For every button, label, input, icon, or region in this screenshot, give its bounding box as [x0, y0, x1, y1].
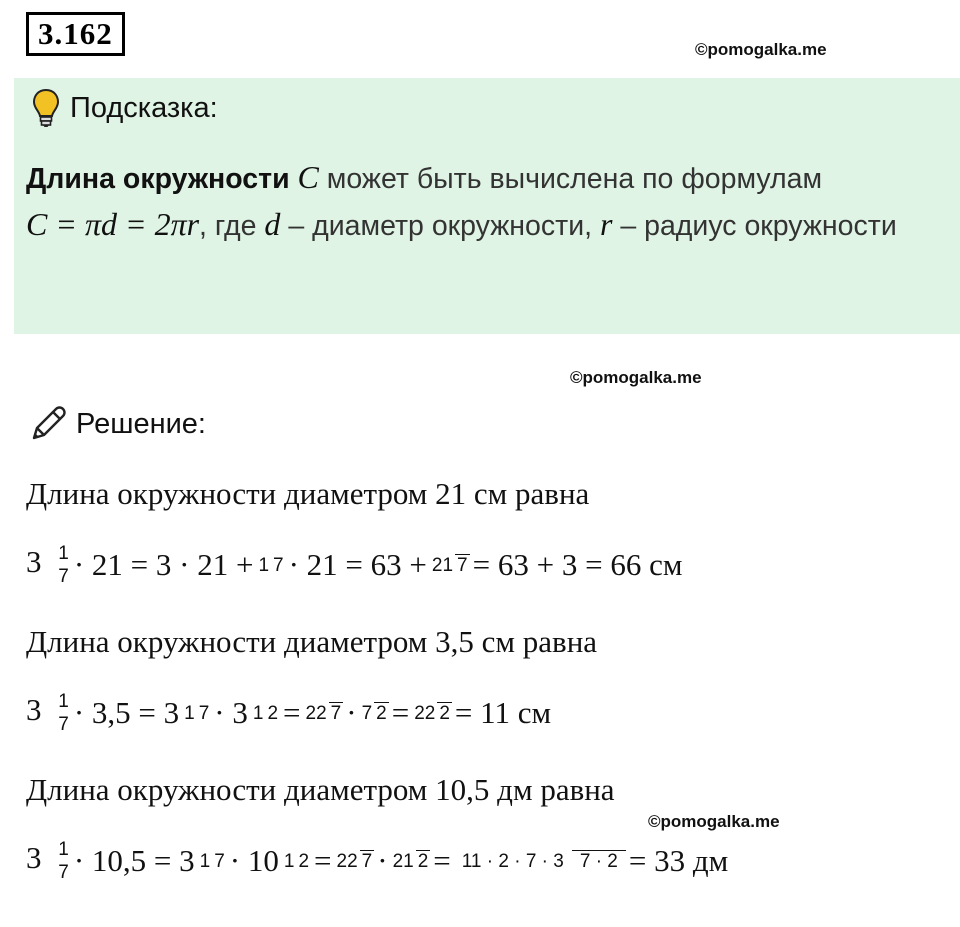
numerator: 7 — [361, 702, 373, 724]
solution-title — [28, 404, 206, 444]
denominator: 2 — [298, 850, 310, 872]
lightbulb-icon — [32, 88, 60, 128]
fraction — [360, 702, 389, 725]
mixed-number — [26, 838, 74, 884]
numerator: 1 — [258, 554, 270, 576]
whole: 3 — [26, 840, 42, 876]
eq-text: = — [391, 695, 410, 730]
denominator: 7 — [58, 714, 69, 735]
denominator: 7 — [457, 554, 468, 576]
denominator: 2 — [376, 702, 387, 724]
numerator: 22 — [305, 702, 327, 724]
eq-text: · 21 = 3 · 21 + — [73, 547, 254, 582]
fraction — [56, 690, 71, 736]
numerator: 1 — [58, 839, 69, 860]
step-1-equation — [26, 542, 682, 588]
fraction — [304, 702, 344, 725]
hint-text — [26, 155, 946, 249]
eq-text: = — [433, 843, 451, 878]
eq-text: = 63 + 3 = 66 см — [472, 547, 683, 582]
hint-text-4: – радиус окружности — [620, 210, 897, 242]
step-2-equation — [26, 690, 551, 736]
fraction — [391, 850, 431, 873]
whole: 3 — [26, 692, 42, 728]
fraction — [198, 850, 227, 873]
eq-text: = 11 см — [454, 695, 552, 730]
denominator: 7 — [198, 702, 210, 724]
numerator: 1 — [252, 702, 264, 724]
solution-title-text: Решение: — [76, 407, 206, 440]
denominator: 7 — [330, 702, 342, 724]
hint-formula: C = πd = 2πr — [26, 206, 200, 242]
numerator: 1 — [58, 543, 69, 564]
numerator: 1 — [184, 702, 195, 724]
fraction — [56, 542, 71, 588]
denominator: 2 — [417, 850, 429, 872]
eq-text: · 3,5 = 3 — [73, 695, 180, 730]
denominator: 2 — [267, 702, 279, 724]
step-3-statement: Длина окружности диаметром 10,5 дм равна — [26, 772, 615, 807]
hint-term: Длина окружности — [26, 163, 290, 195]
numerator: 1 — [199, 850, 211, 872]
step-1-statement: Длина окружности диаметром 21 см равна — [26, 476, 590, 511]
step-2-statement: Длина окружности диаметром 3,5 см равна — [26, 624, 598, 659]
eq-text: · 3 — [214, 695, 248, 730]
numerator: 11 · 2 · 7 · 3 — [461, 850, 564, 872]
denominator: 7 — [273, 554, 284, 576]
eq-text: · 10 — [229, 843, 279, 878]
numerator: 22 — [336, 850, 358, 872]
var-c: C — [297, 159, 319, 195]
pencil-icon — [28, 404, 68, 444]
mixed-number — [26, 690, 74, 736]
numerator: 1 — [283, 850, 295, 872]
hint-title — [32, 88, 218, 128]
task-number: 3.162 — [26, 12, 125, 56]
eq-text: · 10,5 = 3 — [73, 843, 195, 878]
mixed-number — [26, 542, 74, 588]
var-r: r — [599, 206, 613, 242]
fraction — [430, 554, 470, 577]
fraction — [412, 702, 452, 725]
eq-text: · 21 = 63 + — [288, 547, 427, 582]
fraction — [282, 850, 311, 873]
denominator: 7 — [214, 850, 225, 872]
fraction — [182, 702, 211, 725]
step-3-equation — [26, 838, 728, 884]
denominator: 7 — [361, 850, 373, 872]
watermark: ©pomogalka.me — [695, 40, 827, 59]
hint-text-2: , где — [199, 210, 257, 242]
denominator: 7 — [58, 566, 69, 587]
eq-text: = — [314, 843, 332, 878]
numerator: 21 — [431, 554, 454, 576]
hint-text-3: – диаметр окружности, — [288, 210, 593, 242]
eq-text: = — [283, 695, 301, 730]
numerator: 1 — [58, 691, 69, 712]
var-d: d — [264, 206, 281, 242]
denominator: 2 — [439, 702, 450, 724]
fraction — [251, 702, 280, 725]
hint-text-1: может быть вычислена по формулам — [326, 163, 823, 195]
eq-text: = 33 дм — [628, 843, 729, 878]
denominator: 7 — [58, 862, 69, 883]
whole: 3 — [26, 544, 42, 580]
denominator: 7 · 2 — [572, 850, 626, 872]
fraction — [56, 838, 71, 884]
hint-title-text: Подсказка: — [70, 91, 218, 124]
numerator: 21 — [392, 850, 414, 872]
fraction — [454, 850, 626, 873]
eq-text: · — [377, 843, 388, 878]
watermark: ©pomogalka.me — [648, 812, 780, 831]
fraction — [256, 554, 285, 577]
eq-text: · — [346, 695, 357, 730]
watermark: ©pomogalka.me — [570, 368, 702, 387]
fraction — [335, 850, 375, 873]
numerator: 22 — [414, 702, 436, 724]
